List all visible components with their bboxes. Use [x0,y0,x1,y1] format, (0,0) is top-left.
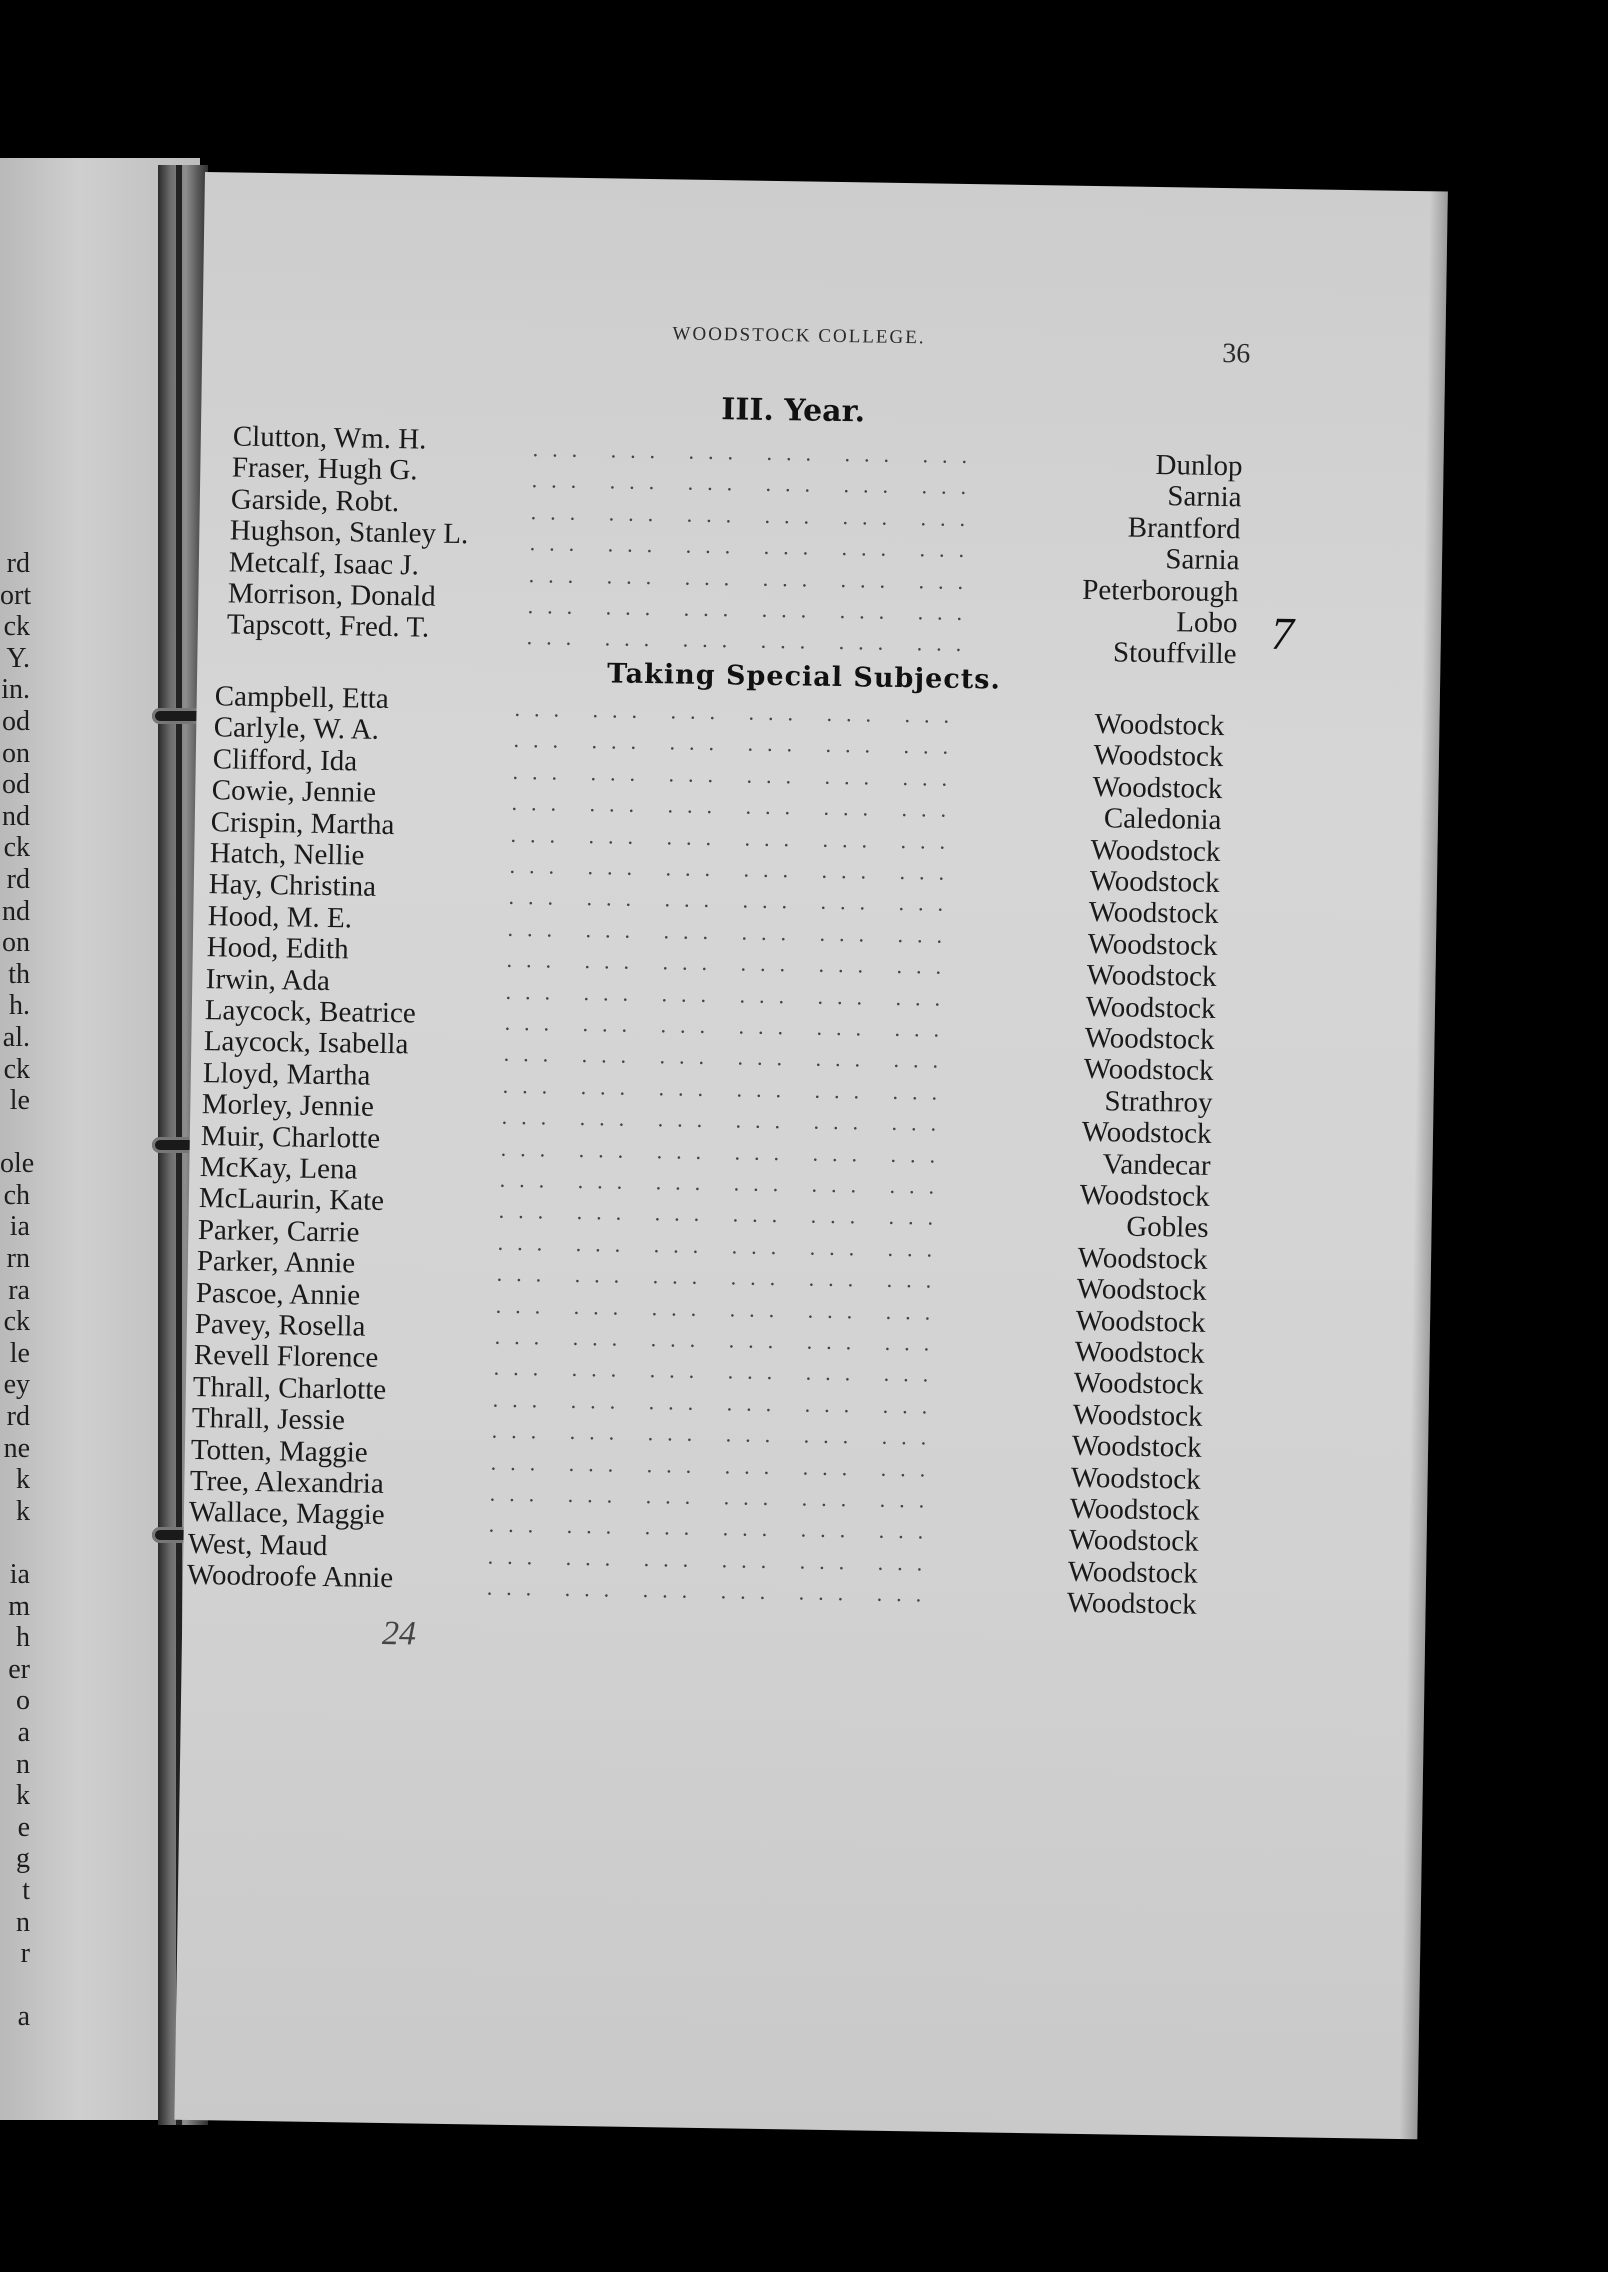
student-hometown: Woodstock [1081,1116,1212,1151]
leader-dots: ... ... ... ... ... ... [500,1135,950,1168]
leader-dots: ... ... ... ... ... ... [487,1543,937,1576]
leader-dots: ... ... ... ... ... ... [496,1260,946,1293]
student-name: Lloyd, Martha [202,1056,371,1092]
student-name: Garside, Robt. [230,483,400,518]
leader-dots: ... ... ... ... ... ... [508,884,958,917]
student-hometown: Woodstock [1077,1241,1208,1276]
student-name: Parker, Annie [196,1245,356,1280]
facing-page-fragment: le [9,1085,30,1117]
student-hometown: Strathroy [1104,1085,1213,1119]
leader-dots: ... ... ... ... ... ... [502,1072,952,1105]
leader-dots: ... ... ... ... ... ... [490,1449,940,1482]
facing-page-fragment: g [16,1843,30,1875]
leader-dots: ... ... ... ... ... ... [526,624,976,657]
student-hometown: Woodstock [1067,1555,1198,1590]
facing-page-fragment: rd [6,1401,30,1433]
leader-dots: ... ... ... ... ... ... [513,727,963,760]
leader-dots: ... ... ... ... ... ... [488,1512,938,1545]
student-hometown: Woodstock [1092,770,1223,805]
student-name: Thrall, Jessie [191,1402,346,1437]
facing-page-fragment: e [17,1811,30,1843]
student-hometown: Caledonia [1103,802,1222,837]
student-name: Hay, Christina [208,868,377,904]
facing-page-fragment: ne [3,1432,30,1464]
leader-dots: ... ... ... ... ... ... [503,1041,953,1074]
leader-dots: ... ... ... ... ... ... [491,1417,941,1450]
book-page [174,172,1447,2139]
leader-dots: ... ... ... ... ... ... [528,561,978,594]
facing-page-fragment: rd [6,548,30,579]
leader-dots: ... ... ... ... ... ... [495,1292,945,1325]
facing-page-fragment: le [9,1337,30,1369]
facing-page-fragment: er [8,1653,30,1685]
student-hometown: Woodstock [1073,1367,1204,1402]
student-name: Campbell, Etta [214,680,389,715]
student-hometown: Woodstock [1079,1178,1210,1213]
student-hometown: Woodstock [1070,1461,1201,1496]
facing-page-fragment: ey [3,1369,30,1401]
student-name: Pavey, Rosella [194,1307,366,1343]
facing-page-fragment: ck [3,1306,30,1338]
leader-dots: ... ... ... ... ... ... [492,1386,942,1419]
section-heading-third-year: III. Year. [721,392,866,430]
facing-page-fragment: r [20,1938,30,1970]
facing-page-fragment [0,1117,30,1149]
student-hometown: Stouffville [1112,636,1237,671]
student-hometown: Woodstock [1088,896,1219,931]
leader-dots: ... ... ... ... ... ... [504,1009,954,1042]
facing-page-fragment: rd [6,863,30,895]
student-hometown: Woodstock [1069,1492,1200,1527]
leader-dots: ... ... ... ... ... ... [529,530,979,563]
facing-page-fragment: th [8,958,30,990]
student-name: McKay, Lena [199,1151,358,1186]
student-hometown: Woodstock [1093,739,1224,774]
section-heading-special-subjects: Taking Special Subjects. [606,658,1002,696]
leader-dots: ... ... ... ... ... ... [509,852,959,885]
facing-page-fragment [0,1970,30,2002]
leader-dots: ... ... ... ... ... ... [486,1574,936,1607]
student-name: Revell Florence [193,1339,379,1375]
student-name: Hughson, Stanley L. [229,514,469,551]
student-name: Woodroofe Annie [186,1559,394,1595]
student-hometown: Vandecar [1102,1147,1211,1182]
leader-dots: ... ... ... ... ... ... [531,467,981,500]
leader-dots: ... ... ... ... ... ... [489,1480,939,1513]
facing-page-fragment: a [17,2001,30,2033]
student-hometown: Woodstock [1074,1335,1205,1370]
student-hometown: Woodstock [1089,864,1220,900]
leader-dots: ... ... ... ... ... ... [499,1166,949,1199]
facing-page-fragment: t [22,1874,30,1906]
facing-page-fragment: ck [3,1053,30,1085]
facing-page-fragment: ole [0,1148,35,1180]
student-hometown: Woodstock [1066,1586,1197,1621]
student-name: Laycock, Isabella [203,1025,409,1061]
facing-page-fragment: ra [8,1274,30,1306]
leader-dots: ... ... ... ... ... ... [497,1229,947,1262]
student-name: Tree, Alexandria [189,1464,384,1500]
pencil-count-note: 24 [381,1614,417,1653]
facing-page-fragment: on [2,737,30,769]
facing-page-fragment: od [2,769,30,801]
student-hometown: Woodstock [1086,959,1217,994]
student-hometown: Woodstock [1087,927,1218,962]
student-name: Hood, M. E. [207,899,353,935]
leader-dots: ... ... ... ... ... ... [501,1103,951,1137]
student-name: Laycock, Beatrice [204,994,416,1030]
facing-page-fragment: nd [2,895,30,927]
student-hometown: Woodstock [1094,708,1225,743]
facing-page-fragment: k [16,1464,30,1496]
leader-dots: ... ... ... ... ... ... [505,978,955,1011]
student-name: Irwin, Ada [205,962,331,997]
student-hometown: Woodstock [1076,1273,1207,1308]
student-hometown: Woodstock [1075,1304,1206,1339]
facing-page-fragment: n [16,1748,30,1780]
facing-page-fragment: ort [0,579,32,611]
running-head: WOODSTOCK COLLEGE. [672,323,926,349]
student-name: Morrison, Donald [227,577,436,613]
facing-page-fragment: ck [3,832,30,864]
facing-page-fragment: m [8,1590,30,1622]
facing-page-fragment: in. [1,674,30,706]
student-hometown: Dunlop [1155,448,1243,483]
student-name: Hood, Edith [206,931,349,966]
facing-page-fragment: ia [9,1559,30,1590]
facing-page-fragment: al. [2,1021,30,1053]
facing-page-fragment: nd [2,800,30,832]
student-name: Tapscott, Fred. T. [226,608,430,644]
facing-page-fragment: k [16,1780,30,1812]
student-name: Clutton, Wm. H. [232,420,427,456]
student-hometown: Gobles [1126,1210,1209,1245]
student-name: Totten, Maggie [190,1433,368,1469]
student-name: Metcalf, Isaac J. [228,546,420,581]
facing-page-fragment: ck [3,611,30,643]
leader-dots: ... ... ... ... ... ... [493,1355,943,1388]
leader-dots: ... ... ... ... ... ... [494,1323,944,1356]
facing-page-fragment: on [2,927,30,959]
leader-dots: ... ... ... ... ... ... [511,790,961,823]
student-name: Morley, Jennie [201,1088,375,1123]
student-name: Crispin, Martha [210,805,395,841]
student-hometown: Lobo [1176,606,1238,640]
leader-dots: ... ... ... ... ... ... [527,593,977,626]
student-name: Muir, Charlotte [200,1119,381,1155]
student-name: Carlyle, W. A. [213,711,380,747]
leader-dots: ... ... ... ... ... ... [510,821,960,854]
student-hometown: Peterborough [1082,573,1239,608]
leader-dots: ... ... ... ... ... ... [506,947,956,980]
facing-page-fragment: a [17,1716,30,1748]
student-name: Pascoe, Annie [195,1276,361,1312]
student-name: Wallace, Maggie [188,1496,385,1532]
student-name: Clifford, Ida [212,742,358,778]
student-name: Cowie, Jennie [211,774,377,809]
leader-dots: ... ... ... ... ... ... [514,695,964,728]
leader-dots: ... ... ... ... ... ... [530,498,980,531]
handwritten-margin-note: 7 [1270,607,1295,660]
facing-page-fragment: Y. [6,642,30,674]
leader-dots: ... ... ... ... ... ... [512,758,962,791]
facing-page-fragment: od [2,705,30,737]
facing-page-fragment: h [16,1622,30,1654]
student-hometown: Woodstock [1068,1524,1199,1559]
page-edge-shadow [1399,191,1448,2139]
student-hometown: Woodstock [1084,1021,1215,1056]
facing-page-fragment: o [16,1685,30,1717]
student-name: Parker, Carrie [197,1213,360,1249]
facing-page-fragment: ch [3,1179,30,1211]
student-hometown: Woodstock [1090,833,1221,868]
student-name: West, Maud [187,1527,328,1562]
student-hometown: Woodstock [1083,1053,1214,1088]
student-name: Hatch, Nellie [209,837,365,872]
student-hometown: Woodstock [1071,1429,1202,1464]
facing-page-fragment: k [16,1495,30,1527]
leader-dots: ... ... ... ... ... ... [507,915,957,948]
facing-page-fragment: ia [9,1211,30,1243]
facing-page-fragment: rn [6,1243,30,1275]
student-hometown: Sarnia [1165,543,1240,577]
facing-page-fragment [0,1527,30,1559]
facing-page-text-fragments [0,548,35,2033]
student-name: Thrall, Charlotte [192,1370,387,1406]
leader-dots: ... ... ... ... ... ... [498,1198,948,1231]
facing-page-fragment: h. [9,990,30,1022]
leader-dots: ... ... ... ... ... ... [532,436,982,469]
student-hometown: Woodstock [1072,1398,1203,1433]
student-name: McLaurin, Kate [198,1182,385,1218]
student-hometown: Brantford [1127,511,1241,546]
student-name: Fraser, Hugh G. [231,451,418,487]
facing-page-fragment: n [16,1906,30,1938]
student-hometown: Sarnia [1167,480,1242,514]
student-hometown: Woodstock [1085,990,1216,1025]
page-number: 36 [1222,338,1251,370]
